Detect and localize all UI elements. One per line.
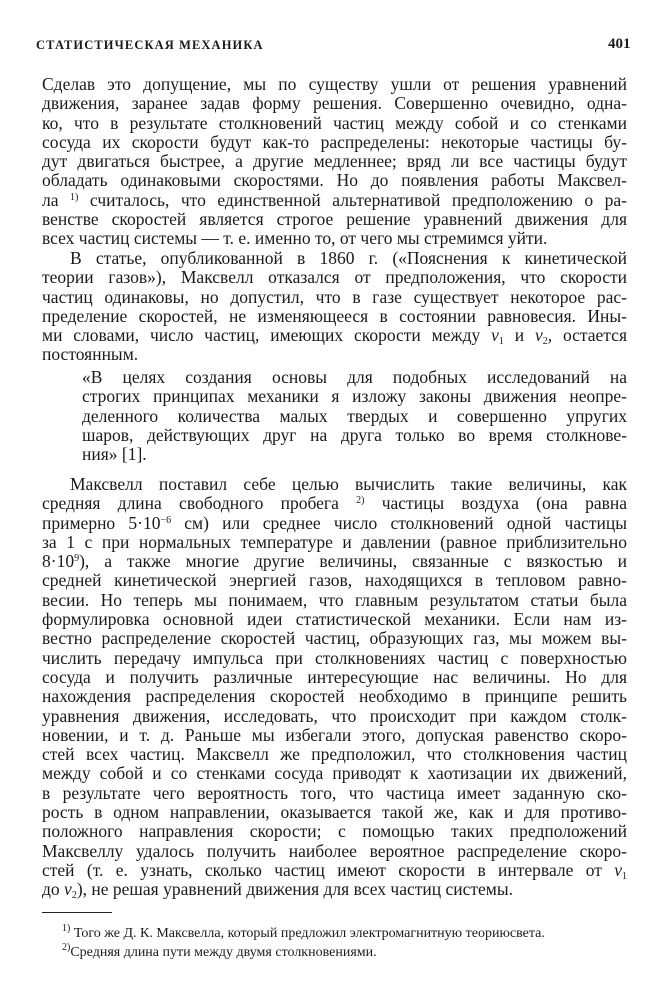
text-line (42, 345, 627, 364)
footnotes (62, 925, 627, 964)
text-run: пределение скоростей, не изменяющееся в состоянии равновесия. Ины- (42, 305, 627, 326)
superscript: 9 (74, 553, 80, 565)
text-run: шаров, действующих друг на друга только во время столкнове- (82, 424, 627, 445)
text-run: «В целях создания основы для подобных исследований на (82, 367, 627, 387)
text-run: , остается (547, 325, 627, 346)
paragraph-2 (42, 249, 627, 365)
text-line (42, 822, 627, 841)
text-run: ко, что в результате столкновений частиц между собой и со стенками (42, 112, 627, 133)
text-line (42, 726, 627, 745)
text-run: и (503, 325, 535, 346)
text-run: деленного количества малых твердых и совершенно упругих (82, 405, 627, 426)
text-line (42, 514, 627, 533)
text-run: стей всех частиц. Максвелл же предположил, что столкновения частиц (42, 744, 627, 765)
text-run: формулировка основной идеи статистической механики. Если нам из- (42, 609, 627, 630)
text-line (82, 387, 627, 406)
text-run: до (42, 879, 65, 900)
subscript: 1 (498, 336, 504, 348)
text-line (42, 745, 627, 764)
text-line (42, 649, 627, 668)
text-run: Сделав это допущение, мы по существу ушли от решения уравнений (42, 74, 627, 94)
text-line (42, 707, 627, 726)
text-run: рость в одном направлении, оказывается такой же, как и для противо- (42, 802, 627, 823)
text-line (42, 533, 627, 552)
text-line (42, 784, 627, 803)
page-number: 401 (608, 36, 631, 52)
text-run: Того же Д. К. Максвелла, который предложил электромагнитную теориюсвета. (70, 926, 545, 941)
text-line (42, 75, 627, 94)
running-header-title: СТАТИСТИЧЕСКАЯ МЕХАНИКА (36, 38, 264, 52)
text-line (42, 229, 627, 248)
superscript: 2) (356, 495, 365, 507)
text-line (42, 288, 627, 307)
text-line (42, 307, 627, 326)
text-run: между собой и со стенками сосуда приводят к хаотизации их движений, (42, 763, 627, 784)
math-variable: v (534, 325, 543, 346)
text-line (82, 368, 627, 387)
text-run: новении, и т. д. Раньше мы избегали этого, допуская равенство скоро- (42, 724, 627, 745)
text-run: В статье, опубликованной в 1860 г. («Пояснения к кинетической (70, 248, 627, 268)
text-line (42, 842, 627, 861)
superscript: 1) (62, 923, 71, 934)
math-variable: v (491, 325, 499, 346)
text-run: Максвелл поставил себе целью вычислить такие величины, как (70, 474, 627, 494)
footnote-divider (42, 912, 112, 913)
text-line (42, 249, 627, 268)
paragraph-3 (42, 475, 627, 900)
subscript: 2 (542, 336, 548, 348)
text-run: положного направления скорости; с помощью таких предположений (42, 821, 627, 842)
text-run: считалось, что единственной альтернативой предположению о ра- (78, 189, 627, 210)
block-quote (82, 368, 627, 464)
text-run: обладать одинаковыми скоростями. Но до появления работы Максвел- (42, 170, 627, 191)
text-run: теории газов»), Максвелл отказался от предположения, что скорости (42, 267, 627, 288)
text-run: в результате чего вероятность того, что частица имеет заданную ско- (42, 782, 627, 803)
text-line (42, 668, 627, 687)
text-line (42, 552, 627, 571)
text-run: числить передачу импульса при столкновениях частиц с поверхностью (42, 647, 627, 668)
text-run: стей (т. е. узнать, сколько частиц имеют скорости в интервале от (42, 859, 615, 880)
text-line (42, 803, 627, 822)
superscript: 2) (62, 942, 71, 954)
text-line (82, 445, 627, 464)
text-run: ла (42, 189, 71, 210)
text-line (42, 591, 627, 610)
text-run: постоянным. (42, 344, 139, 365)
text-line (42, 571, 627, 590)
text-line (42, 171, 627, 190)
math-variable: v (64, 879, 72, 900)
text-line (42, 152, 627, 171)
text-run: ния» [1]. (82, 444, 147, 465)
text-run: частиц одинаковы, но допустил, что в газе существует некоторое рас- (42, 286, 627, 307)
text-line (42, 133, 627, 152)
text-run: примерно 5·10 (42, 512, 161, 533)
superscript: −6 (160, 514, 172, 526)
text-run: дут двигаться быстрее, а другие медленнее; вряд ли все частицы будут (42, 151, 627, 172)
text-run: за 1 с при нормальных температуре и давлении (равное приблизительно (42, 531, 627, 552)
text-line (42, 268, 627, 287)
text-run: 8·10 (42, 551, 75, 572)
footnote (62, 925, 627, 944)
text-run: вестно распределение скоростей частиц, образующих газ, мы можем вы- (42, 628, 627, 649)
paragraph-1 (42, 75, 627, 249)
text-run: ), а также многие другие величины, связанные с вязкостью и (79, 551, 627, 572)
text-run: ), не решая уравнений движения для всех частиц системы. (76, 879, 514, 900)
text-line (42, 610, 627, 629)
text-run: венстве скоростей является строгое решение уравнений движения для (42, 209, 627, 230)
text-run: см) или среднее число столкновений одной частицы (171, 512, 627, 533)
text-run: Средняя длина пути между двумя столкновениями. (70, 945, 377, 961)
footnote (62, 944, 627, 963)
subscript: 2 (71, 890, 77, 902)
text-run: всех частиц системы — т. е. именно то, от чего мы стремимся уйти. (42, 228, 548, 249)
text-line (82, 426, 627, 445)
text-run: сосуда их скорости будут как-то распределены: некоторые частицы бу- (42, 131, 627, 152)
text-line (42, 475, 627, 494)
subscript: 1 (622, 870, 627, 882)
text-run: средняя длина свободного пробега (42, 493, 357, 514)
text-run: строгих принципах механики я изложу законы движения неопре- (82, 386, 627, 407)
text-run: частицы воздуха (она равна (364, 493, 627, 514)
text-line (42, 629, 627, 648)
text-line (42, 687, 627, 706)
text-line (42, 94, 627, 113)
text-line (82, 407, 627, 426)
text-line (42, 325, 627, 348)
text-line (42, 114, 627, 133)
superscript: 1) (70, 191, 79, 203)
text-run: сосуда и получить различные интересующие нас величины. Но для (42, 666, 627, 687)
text-run: ми словами, число частиц, имеющих скорости между (42, 325, 492, 346)
text-line (42, 879, 627, 902)
text-run: уравнения движения, исследовать, что происходит при каждом столк- (42, 705, 627, 726)
text-run: весии. Но теперь мы понимаем, что главным результатом статьи была (42, 589, 627, 610)
math-variable: v (614, 859, 622, 880)
text-line (42, 191, 627, 210)
text-run: средней кинетической энергией газов, находящихся в тепловом равно- (42, 570, 627, 591)
text-line (42, 764, 627, 783)
text-run: движения, заранее задав форму решения. Совершенно очевидно, одна- (42, 93, 627, 114)
text-line (42, 494, 627, 513)
text-run: нахождения распределения скоростей необходимо в принципе решить (42, 686, 627, 707)
text-line (42, 210, 627, 229)
text-run: Максвеллу удалось получить наиболее вероятное распределение скоро- (42, 840, 627, 861)
text-line (42, 861, 627, 880)
